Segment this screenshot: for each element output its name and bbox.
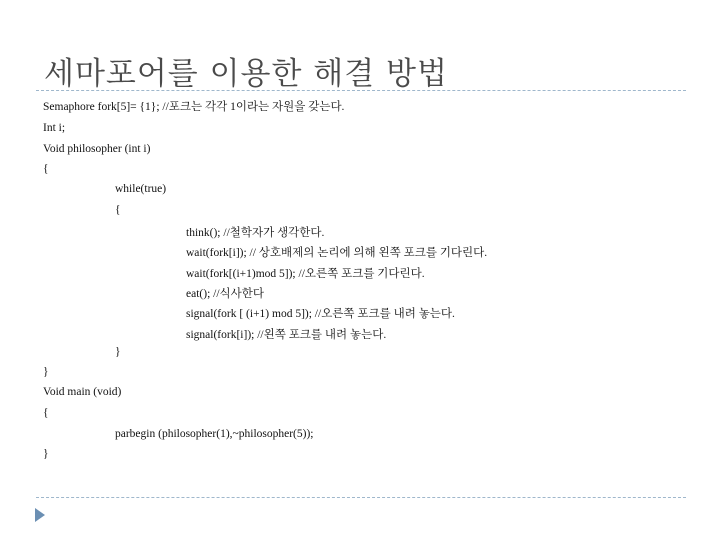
- code-line-9: wait(fork[(i+1)mod 5]); //오른쪽 포크를 기다린다.: [186, 268, 425, 280]
- code-line-18: }: [43, 448, 49, 460]
- code-line-11: signal(fork [ (i+1) mod 5]); //오른쪽 포크를 내려 놓는다.: [186, 308, 455, 320]
- code-line-17: parbegin (philosopher(1),~philosopher(5));: [115, 428, 314, 440]
- code-line-16: {: [43, 407, 49, 419]
- code-line-6: {: [115, 204, 121, 216]
- triangle-bullet-icon: [35, 508, 45, 522]
- code-line-4: {: [43, 163, 49, 175]
- code-line-12: signal(fork[i]); //왼쪽 포크를 내려 놓는다.: [186, 329, 387, 341]
- code-line-14: }: [43, 366, 49, 378]
- title-divider: [36, 90, 686, 91]
- code-line-15: Void main (void): [43, 386, 122, 398]
- code-line-1: Semaphore fork[5]= {1}; //포크는 각각 1이라는 자원을 갖는다.: [43, 101, 345, 113]
- code-line-7: think(); //철학자가 생각한다.: [186, 227, 325, 239]
- slide-title: 세마포어를 이용한 해결 방법: [44, 56, 448, 92]
- code-line-3: Void philosopher (int i): [43, 143, 151, 155]
- footer-divider: [36, 497, 686, 498]
- code-line-2: Int i;: [43, 122, 66, 134]
- code-line-5: while(true): [115, 183, 167, 195]
- code-line-8: wait(fork[i]); // 상호배제의 논리에 의해 왼쪽 포크를 기다린다.: [186, 247, 488, 259]
- code-line-10: eat(); //식사한다: [186, 288, 264, 300]
- code-line-13: }: [115, 346, 121, 358]
